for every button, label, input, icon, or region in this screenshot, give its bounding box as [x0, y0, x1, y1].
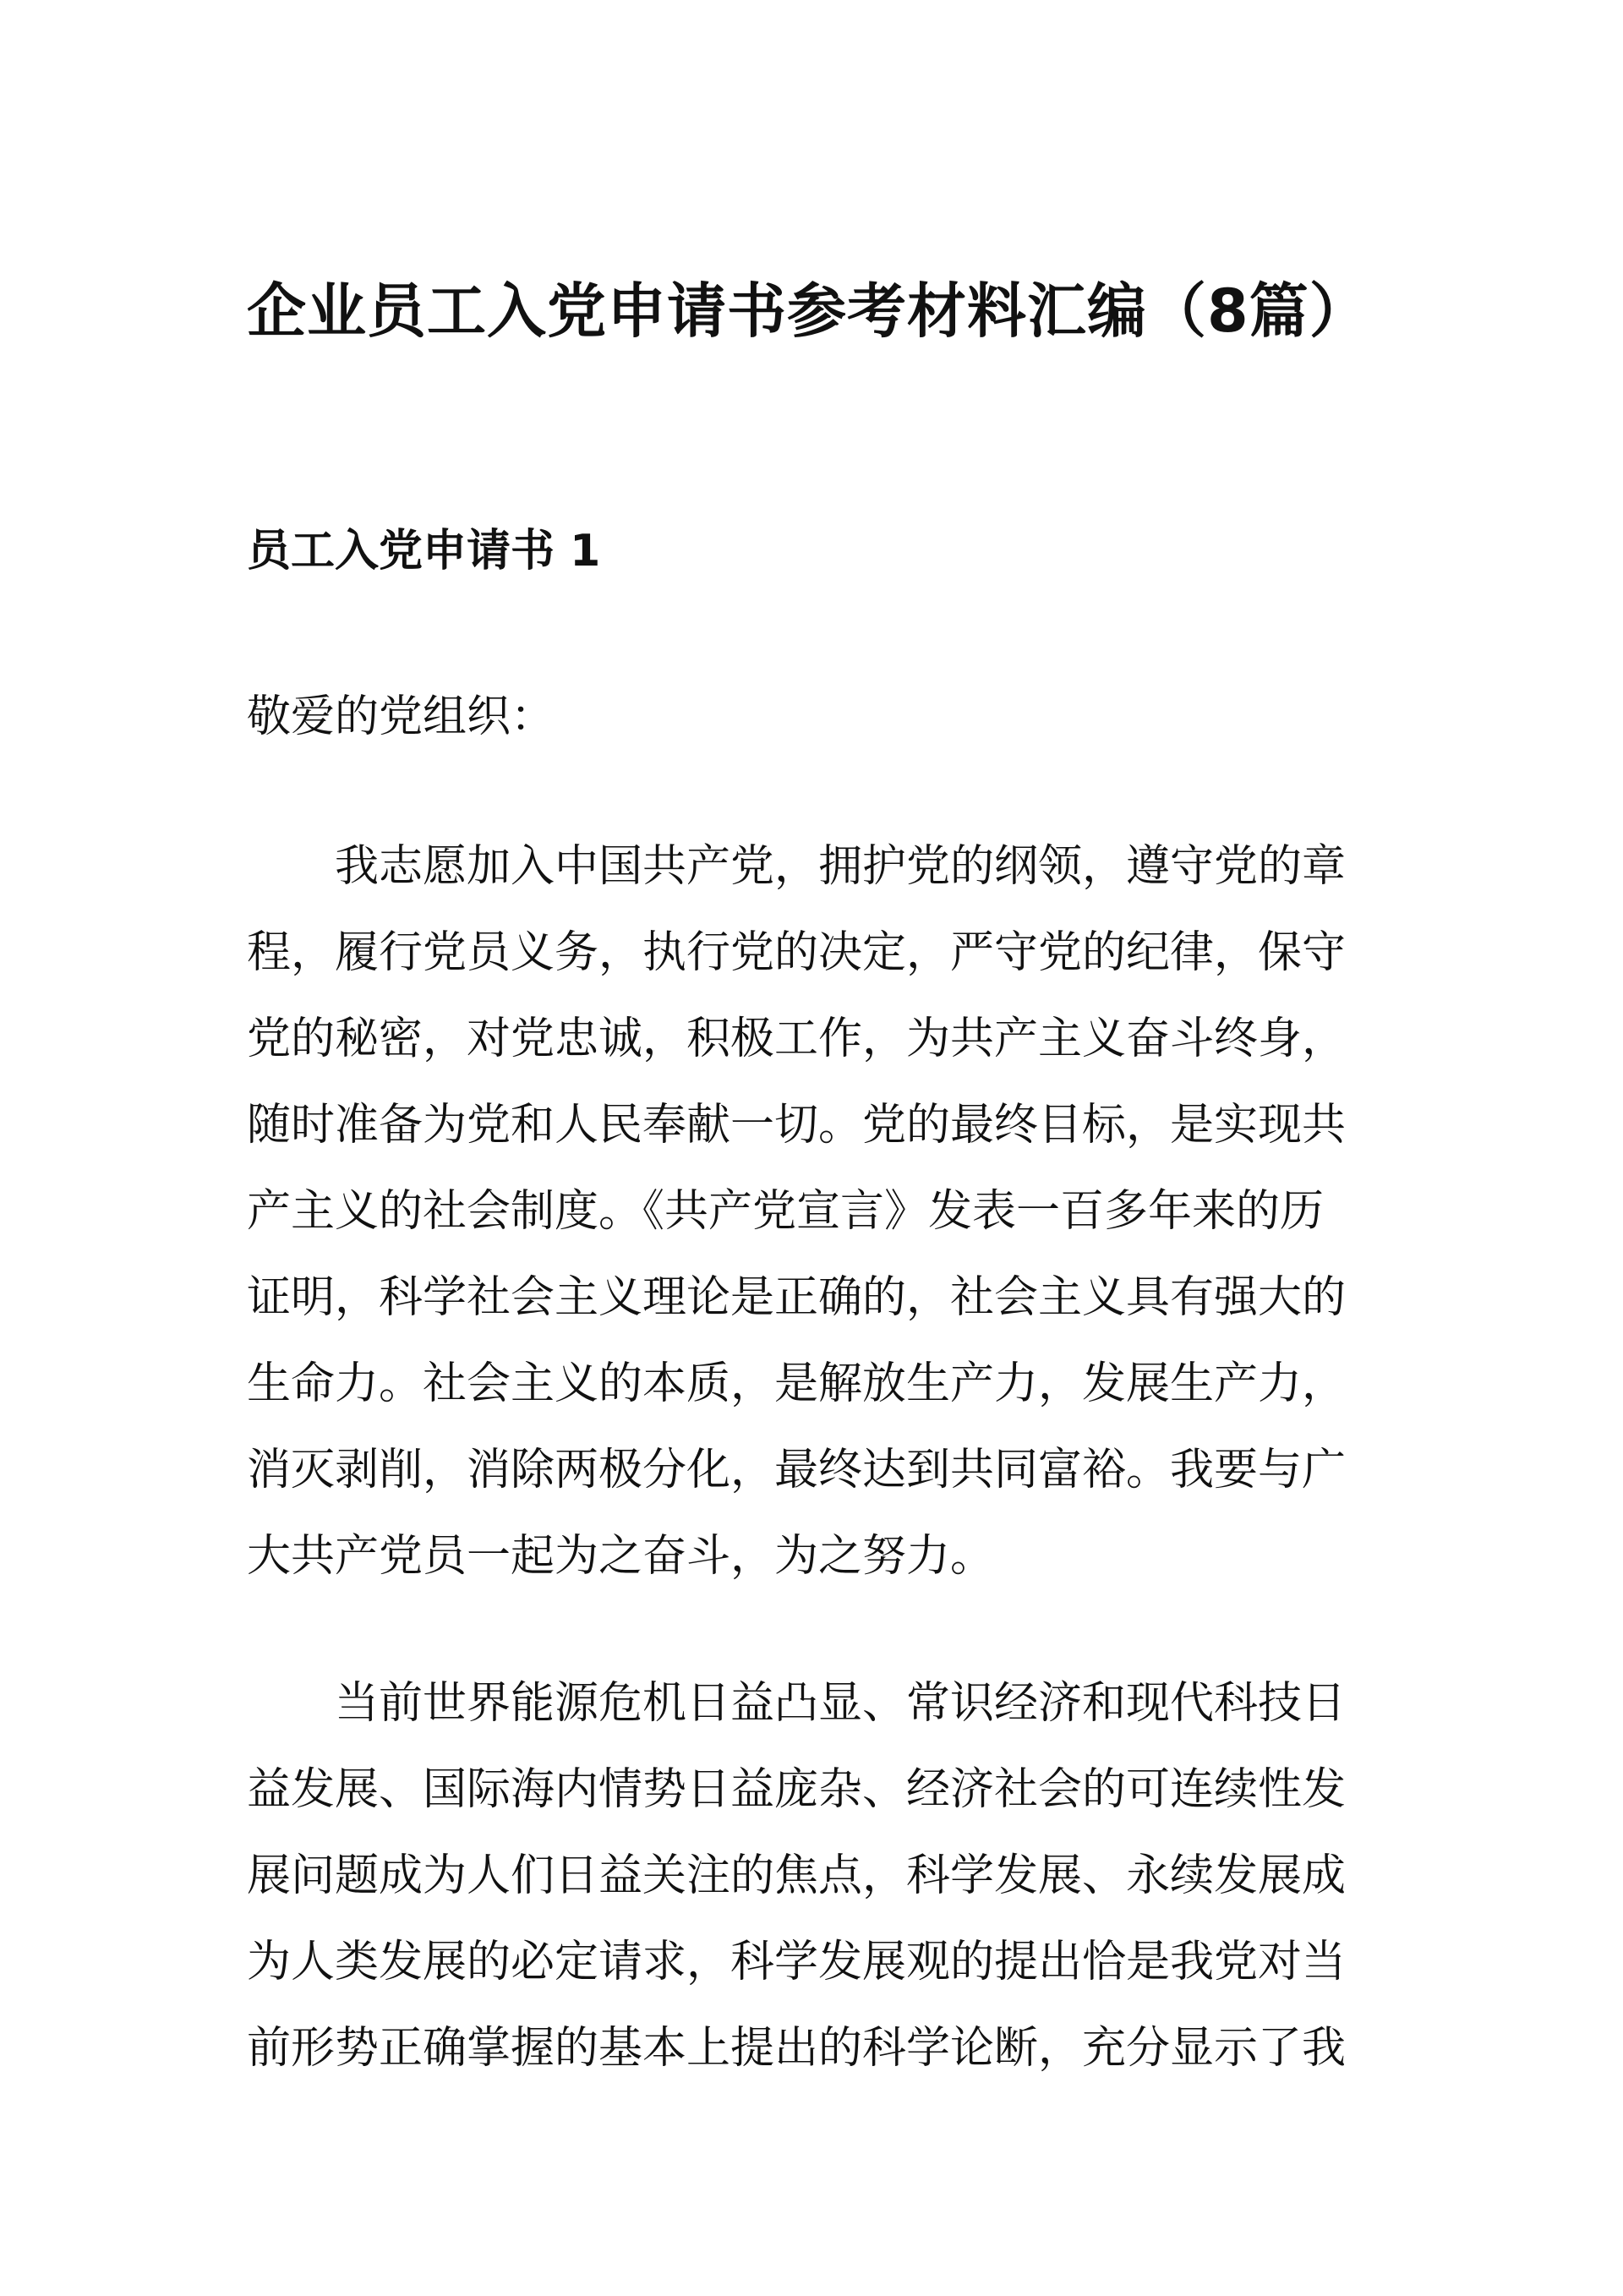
- section-heading: 员工入党申请书 1: [247, 526, 601, 577]
- paragraph-line: 消灭剥削，消除两极分化，最终达到共同富裕。我要与广: [247, 1445, 1347, 1495]
- salutation: 敬爱的党组织：: [247, 692, 555, 742]
- paragraph-line: 当前世界能源危机日益凸显、常识经济和现代科技日: [335, 1678, 1347, 1729]
- paragraph-line: 生命力。社会主义的本质，是解放生产力，发展生产力，: [247, 1358, 1347, 1409]
- paragraph-line: 展问题成为人们日益关注的焦点，科学发展、永续发展成: [247, 1850, 1347, 1901]
- paragraph-1: [247, 823, 1354, 1599]
- paragraph-line: 党的秘密，对党忠诚，积极工作，为共产主义奋斗终身，: [247, 1014, 1347, 1064]
- document-title: 企业员工入党申请书参考材料汇编（8篇）: [247, 276, 1369, 346]
- paragraph-line: 随时准备为党和人民奉献一切。党的最终目标，是实现共: [247, 1100, 1347, 1151]
- paragraph-line: 我志愿加入中国共产党，拥护党的纲领，遵守党的章: [335, 841, 1347, 892]
- paragraph-line: 产主义的社会制度。《共产党宣言》发表一百多年来的历: [247, 1186, 1325, 1237]
- paragraph-2: [247, 1660, 1354, 2091]
- paragraph-line: 益发展、国际海内情势日益庞杂、经济社会的可连续性发: [247, 1764, 1347, 1815]
- paragraph-line: 前形势正确掌握的基本上提出的科学论断，充分显示了我: [247, 2023, 1347, 2074]
- paragraph-line: 为人类发展的必定请求，科学发展观的提出恰是我党对当: [247, 1937, 1347, 1987]
- paragraph-line: 证明，科学社会主义理论是正确的，社会主义具有强大的: [247, 1272, 1347, 1323]
- paragraph-line: 程，履行党员义务，执行党的决定，严守党的纪律，保守: [247, 927, 1347, 978]
- paragraph-line: 大共产党员一起为之奋斗，为之努力。: [247, 1531, 995, 1582]
